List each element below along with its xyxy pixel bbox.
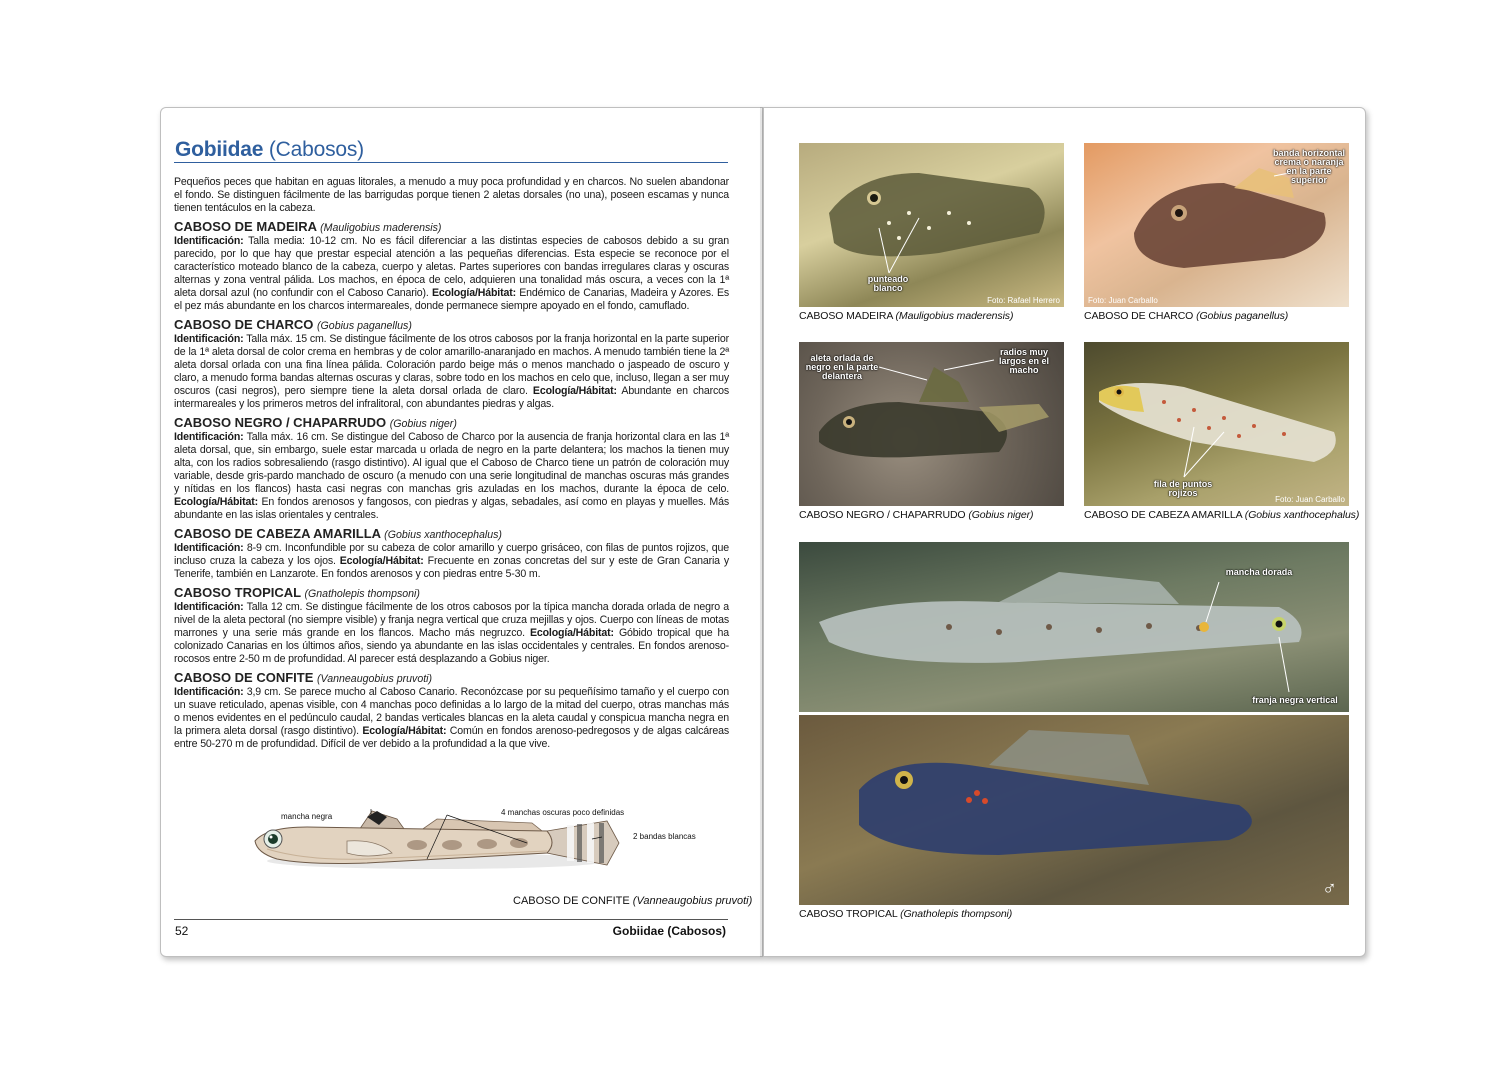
label-bands: 2 bandas blancas bbox=[633, 832, 696, 841]
title-rule bbox=[174, 162, 728, 163]
footer-section-title: Gobiidae (Cabosos) bbox=[612, 924, 726, 938]
annotation-white-spots: punteado blanco bbox=[867, 274, 909, 293]
illustration-caption: CABOSO DE CONFITE (Vanneaugobius pruvoti) bbox=[513, 895, 753, 907]
photo-caboso-madeira bbox=[799, 143, 1064, 307]
annotation-horizontal-band: banda horizontal crema o naranja en la parte superior bbox=[1273, 148, 1345, 185]
fish-image bbox=[799, 143, 1064, 307]
species-block bbox=[174, 416, 729, 522]
photo-caption: CABOSO DE CHARCO (Gobius paganellus) bbox=[1084, 310, 1289, 322]
species-block bbox=[174, 318, 729, 411]
fish-image bbox=[799, 715, 1349, 905]
species-block bbox=[174, 671, 729, 751]
page-number: 52 bbox=[175, 924, 189, 938]
annotation-golden-spot: mancha dorada bbox=[1225, 567, 1293, 577]
intro-paragraph: Pequeños peces que habitan en aguas litorales, a menudo a muy poca profundidad y en charcos. No suelen abandonar el fondo. Se distinguen fácilmente de las barrigudas porque tienen 2 aletas dorsales (no una), poseen escamas y nunca tienen tentáculos en la cabeza. bbox=[174, 176, 729, 214]
label-spots: 4 manchas oscuras poco definidas bbox=[501, 808, 625, 817]
photo-caboso-charco bbox=[1084, 143, 1349, 307]
species-heading: CABOSO DE CHARCO (Gobius paganellus) bbox=[174, 317, 412, 332]
photo-caboso-cabeza-amarilla bbox=[1084, 342, 1349, 506]
page-title: Gobiidae (Cabosos) bbox=[175, 138, 364, 161]
species-description: Identificación: Talla media: 10-12 cm. No es fácil diferenciar a las distintas especies de cabosos debido a su gran parecido, por lo que hay que prestar especial atención a las pequeñas diferencias. Esta especie se reconoce por el característico moteado blanco de la cabeza, cuerpo y aletas. Partes superiores con bandas irregulares claras y oscuras alternas y zona ventral pálida. Los machos, en época de celo, adquieren una tonalidad más oscura, a veces con la 1ª aleta dorsal azul (no confundir con el Caboso Canario). Ecología/Hábitat: Endémico de Canarias, Madeira y Azores. Es el pez más abundante en los charcos intermareales, donde permanece siempre apoyado en el fondo, camuflado. bbox=[174, 235, 730, 312]
photo-caboso-tropical-bottom bbox=[799, 715, 1349, 905]
photo-caption: CABOSO MADEIRA (Mauligobius maderensis) bbox=[799, 310, 1014, 322]
photo-credit: Foto: Juan Carballo bbox=[1275, 495, 1345, 504]
male-symbol-icon: ♂ bbox=[1322, 878, 1337, 900]
species-block bbox=[174, 527, 729, 581]
species-heading: CABOSO NEGRO / CHAPARRUDO (Gobius niger) bbox=[174, 415, 457, 430]
photo-caption: CABOSO NEGRO / CHAPARRUDO (Gobius niger) bbox=[799, 509, 1034, 521]
species-description: Identificación: Talla 12 cm. Se distingue fácilmente de los otros cabosos por la típica mancha dorada orlada de negro a nivel de la aleta pectoral (no siempre visible) y franja negra vertical que cruza mejillas y ojos. Cuerpo con líneas de motas marrones y una serie más grande en los flancos. Macho más negruzco. Ecología/Hábitat: Góbido tropical que ha colonizado Canarias en los últimos años, siendo ya abundante en las islas occidentales y centrales. En fondos arenoso-rocosos entre 2-50 m de profundidad. Al parecer está desplazando a Gobius niger. bbox=[174, 601, 729, 665]
annotation-reddish-dots: fila de puntos rojizos bbox=[1153, 479, 1213, 498]
annotation-long-rays: radios muy largos en el macho bbox=[998, 347, 1050, 375]
photo-caption: CABOSO TROPICAL (Gnatholepis thompsoni) bbox=[799, 908, 1013, 920]
species-heading: CABOSO DE CONFITE (Vanneaugobius pruvoti) bbox=[174, 670, 433, 685]
annotation-vertical-band: franja negra vertical bbox=[1252, 695, 1338, 705]
fish-image bbox=[1084, 342, 1349, 506]
right-page bbox=[763, 107, 1366, 957]
photo-credit: Foto: Rafael Herrero bbox=[987, 296, 1060, 305]
photo-caboso-tropical-top bbox=[799, 542, 1349, 712]
photo-caption: CABOSO DE CABEZA AMARILLA (Gobius xanthocephalus) bbox=[1084, 509, 1360, 521]
species-description: Identificación: Talla máx. 15 cm. Se distingue fácilmente de los otros cabosos por la franja horizontal en la parte superior de la 1ª aleta dorsal de color crema en hembras y de color amarillo-anaranjado en machos. A menudo también tiene la 2ª aleta dorsal orlada con una fina línea pálida. Coloración pardo beige más o menos manchado o jaspeado de oscuro y claro, a menudo forma bandas alternas oscuras y claras, sobre todo en los machos en celo que, incluso, llegan a ser muy oscuros (casi negros), pero siempre tiene la aleta dorsal orlada de claro. Ecología/Hábitat: Abundante en charcos intermareales y los primeros metros del infralitoral, con abundantes piedras y algas. bbox=[174, 333, 729, 410]
species-description: Identificación: 3,9 cm. Se parece mucho al Caboso Canario. Reconózcase por su pequeñísimo tamaño y el cuerpo con un suave reticulado, apenas visible, con 4 manchas poco definidas a lo largo de la mitad del cuerpo, otras manchas más o menos evidentes en el pedúnculo caudal, 2 bandas verticales blancas en la aleta caudal y conspicua mancha negra en la primera aleta dorsal (rasgo distintivo). Ecología/Hábitat: Común en fondos arenoso-pedregosos y de algas calcáreas entre 50-270 m de profundidad. Difícil de ver debido a la profundidad a la que vive. bbox=[174, 686, 730, 750]
annotation-black-edge-fin: aleta orlada de negro en la parte delantera bbox=[805, 353, 879, 381]
species-description: Identificación: Talla máx. 16 cm. Se distingue del Caboso de Charco por la ausencia de franja horizontal clara en las 1ª aleta dorsal, que, sin embargo, suele estar marcada u orlada de negro en la parte delantera; los machos la tienen muy alta, con los radios sobresaliendo (rasgo distintivo). Al igual que el Caboso de Charco tiene un patrón de coloración muy variable, desde gris-pardo manchado de oscuro (a menudo con una serie longitudinal de manchas oscuras más grandes y nítidas en los flancos) hasta casi negras con manchas gris azuladas en los machos, durante la época de celo. Ecología/Hábitat: En fondos arenosos y fangosos, con piedras y algas, sebadales, así como en playas y muelles. Más abundante en las islas orientales y centrales. bbox=[174, 431, 729, 521]
photo-credit: Foto: Juan Carballo bbox=[1088, 296, 1158, 305]
species-description: Identificación: 8-9 cm. Inconfundible por su cabeza de color amarillo y cuerpo grisáceo, con filas de puntos rojizos, que incluso cruza la cabeza y los ojos. Ecología/Hábitat: Frecuente en zonas concretas del sur y este de Gran Canaria y Tenerife, también en Lanzarote. En fondos arenosos y con piedras entre 5-30 m. bbox=[174, 542, 729, 580]
species-block bbox=[174, 220, 729, 313]
left-page bbox=[160, 107, 763, 957]
footer-rule bbox=[174, 919, 728, 920]
label-black-spot: mancha negra bbox=[281, 812, 333, 821]
photo-caboso-negro bbox=[799, 342, 1064, 506]
body-text bbox=[174, 176, 729, 751]
species-heading: CABOSO DE CABEZA AMARILLA (Gobius xanthocephalus) bbox=[174, 526, 502, 541]
golden-spot bbox=[1199, 622, 1209, 632]
species-heading: CABOSO DE MADEIRA (Mauligobius maderensis) bbox=[174, 219, 442, 234]
species-block bbox=[174, 586, 729, 666]
species-heading: CABOSO TROPICAL (Gnatholepis thompsoni) bbox=[174, 585, 420, 600]
